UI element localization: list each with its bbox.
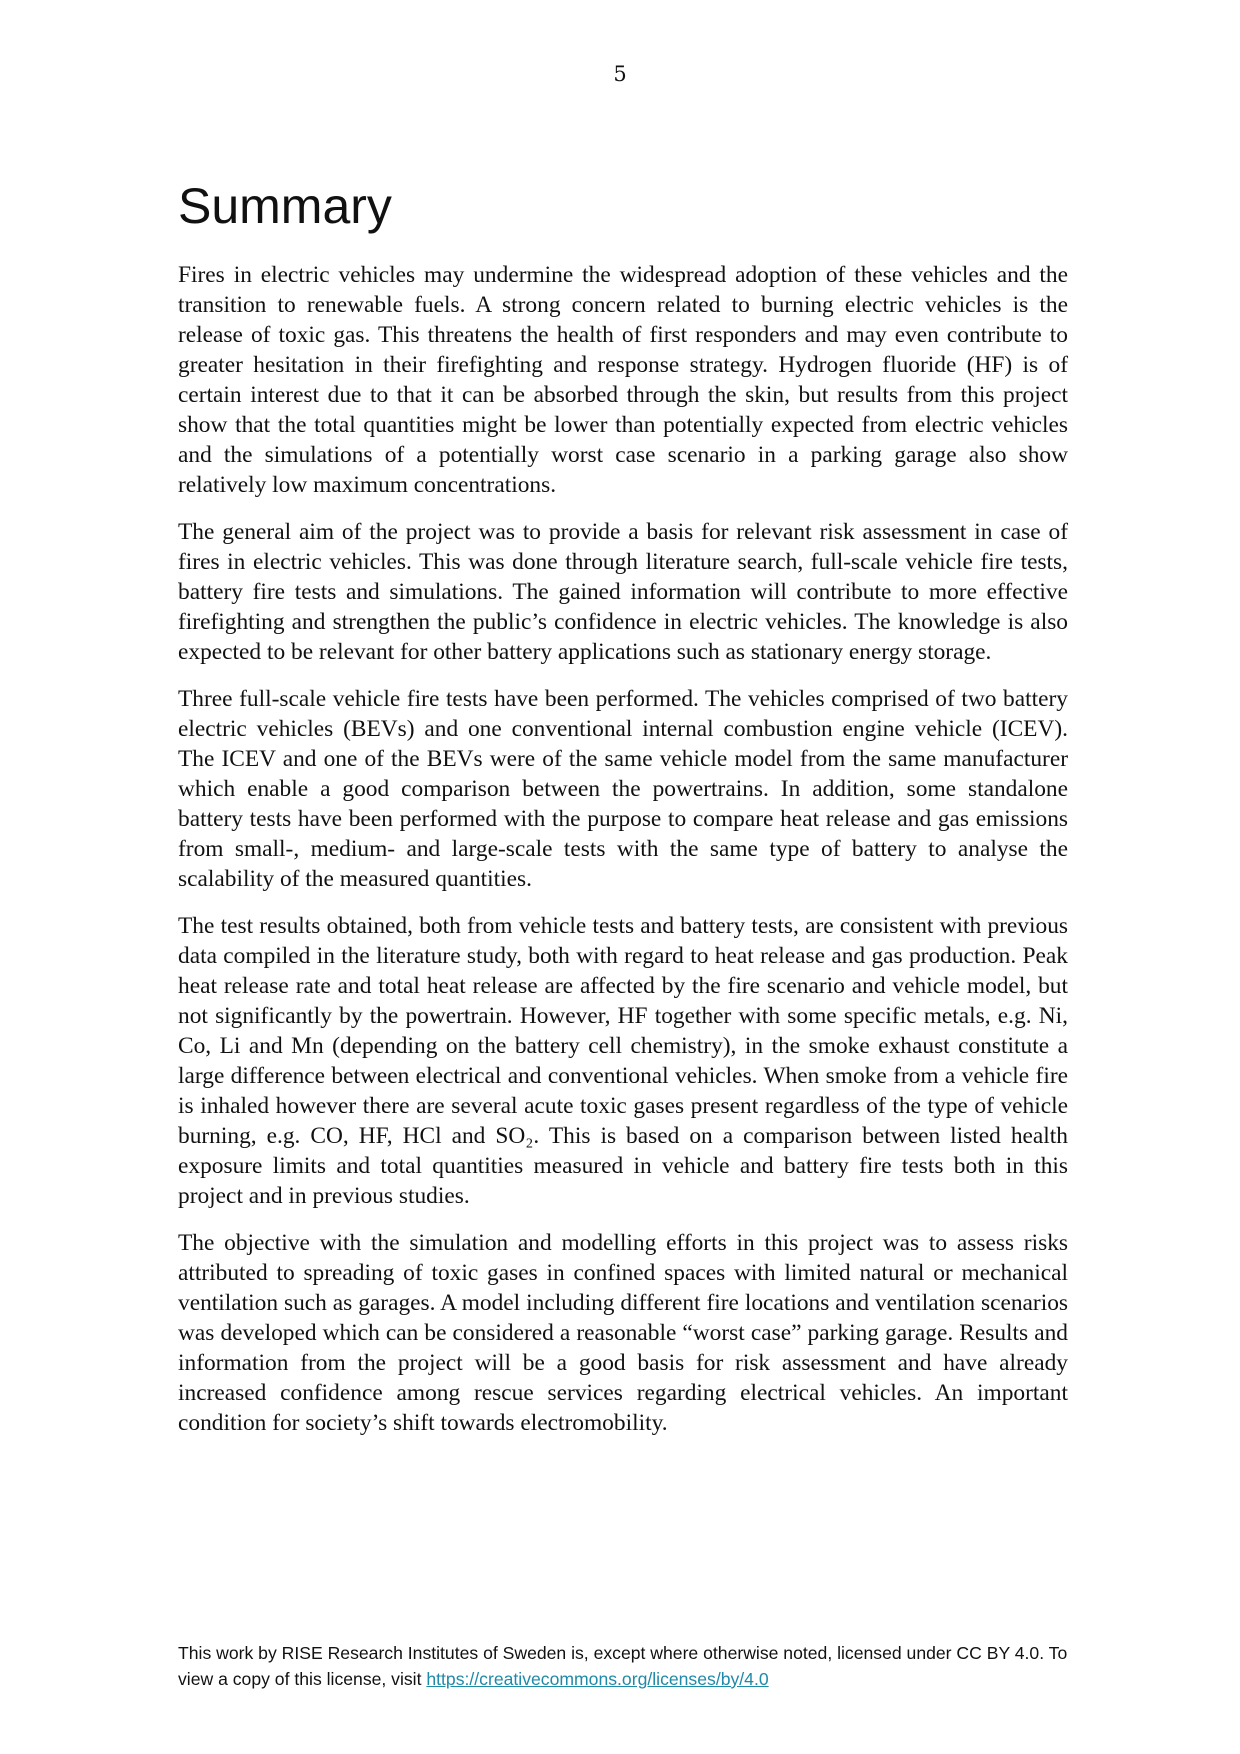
summary-paragraph-1: Fires in electric vehicles may undermine the widespread adoption of these vehicles and the transition to renewable fuels. A strong concern related to burning electric vehicles is the release of toxic gas. This threatens the health of first responders and may even contribute to greater hesitation in their firefighting and response strategy. Hydrogen fluoride (HF) is of certain interest due to that it can be absorbed through the skin, but results from this project show that the total quantities might be lower than potentially expected from electric vehicles and the simulations of a potentially worst case scenario in a parking garage also show relatively low maximum concentrations. [178,262,1068,498]
summary-section [178,178,1068,1455]
license-footer [178,1640,1068,1692]
page-number: 5 [613,62,627,86]
summary-paragraph-4: The test results obtained, both from vehicle tests and battery tests, are consistent with previous data compiled in the literature study, both with regard to heat release and gas production. Peak heat release rate and total heat release are affected by the fire scenario and vehicle model, but not significantly by the powertrain. However, HF together with some specific metals, e.g. Ni, Co, Li and Mn (depending on the battery cell chemistry), in the smoke exhaust constitute a large difference between electrical and conventional vehicles. When smoke from a vehicle fire is inhaled however there are several acute toxic gases present regardless of the type of vehicle burning, e.g. CO, HF, HCl and SO₂. This is based on a comparison between listed health exposure limits and total quantities measured in vehicle and battery fire tests both in this project and in previous studies. [178,913,1068,1209]
summary-paragraph-2: The general aim of the project was to provide a basis for relevant risk assessment in case of fires in electric vehicles. This was done through literature search, full-scale vehicle fire tests, battery fire tests and simulations. The gained information will contribute to more effective firefighting and strengthen the public’s confidence in electric vehicles. The knowledge is also expected to be relevant for other battery applications such as stationary energy storage. [178,519,1068,665]
section-title: Summary [178,178,392,234]
summary-paragraph-3: Three full-scale vehicle fire tests have been performed. The vehicles comprised of two battery electric vehicles (BEVs) and one conventional internal combustion engine vehicle (ICEV). The ICEV and one of the BEVs were of the same vehicle model from the same manufacturer which enable a good comparison between the powertrains. In addition, some standalone battery tests have been performed with the purpose to compare heat release and gas emissions from small-, medium- and large-scale tests with the same type of battery to analyse the scalability of the measured quantities. [178,686,1068,892]
license-link[interactable]: https://creativecommons.org/licenses/by/4.0 [426,1669,769,1689]
license-text: This work by RISE Research Institutes of Sweden is, except where otherwise noted, licensed under CC BY 4.0. To view a copy of this license, visit [178,1643,1068,1689]
summary-paragraph-5: The objective with the simulation and modelling efforts in this project was to assess risks attributed to spreading of toxic gases in confined spaces with limited natural or mechanical ventilation such as garages. A model including different fire locations and ventilation scenarios was developed which can be considered a reasonable “worst case” parking garage. Results and information from the project will be a good basis for risk assessment and have already increased confidence among rescue services regarding electrical vehicles. An important condition for society’s shift towards electromobility. [178,1230,1068,1436]
